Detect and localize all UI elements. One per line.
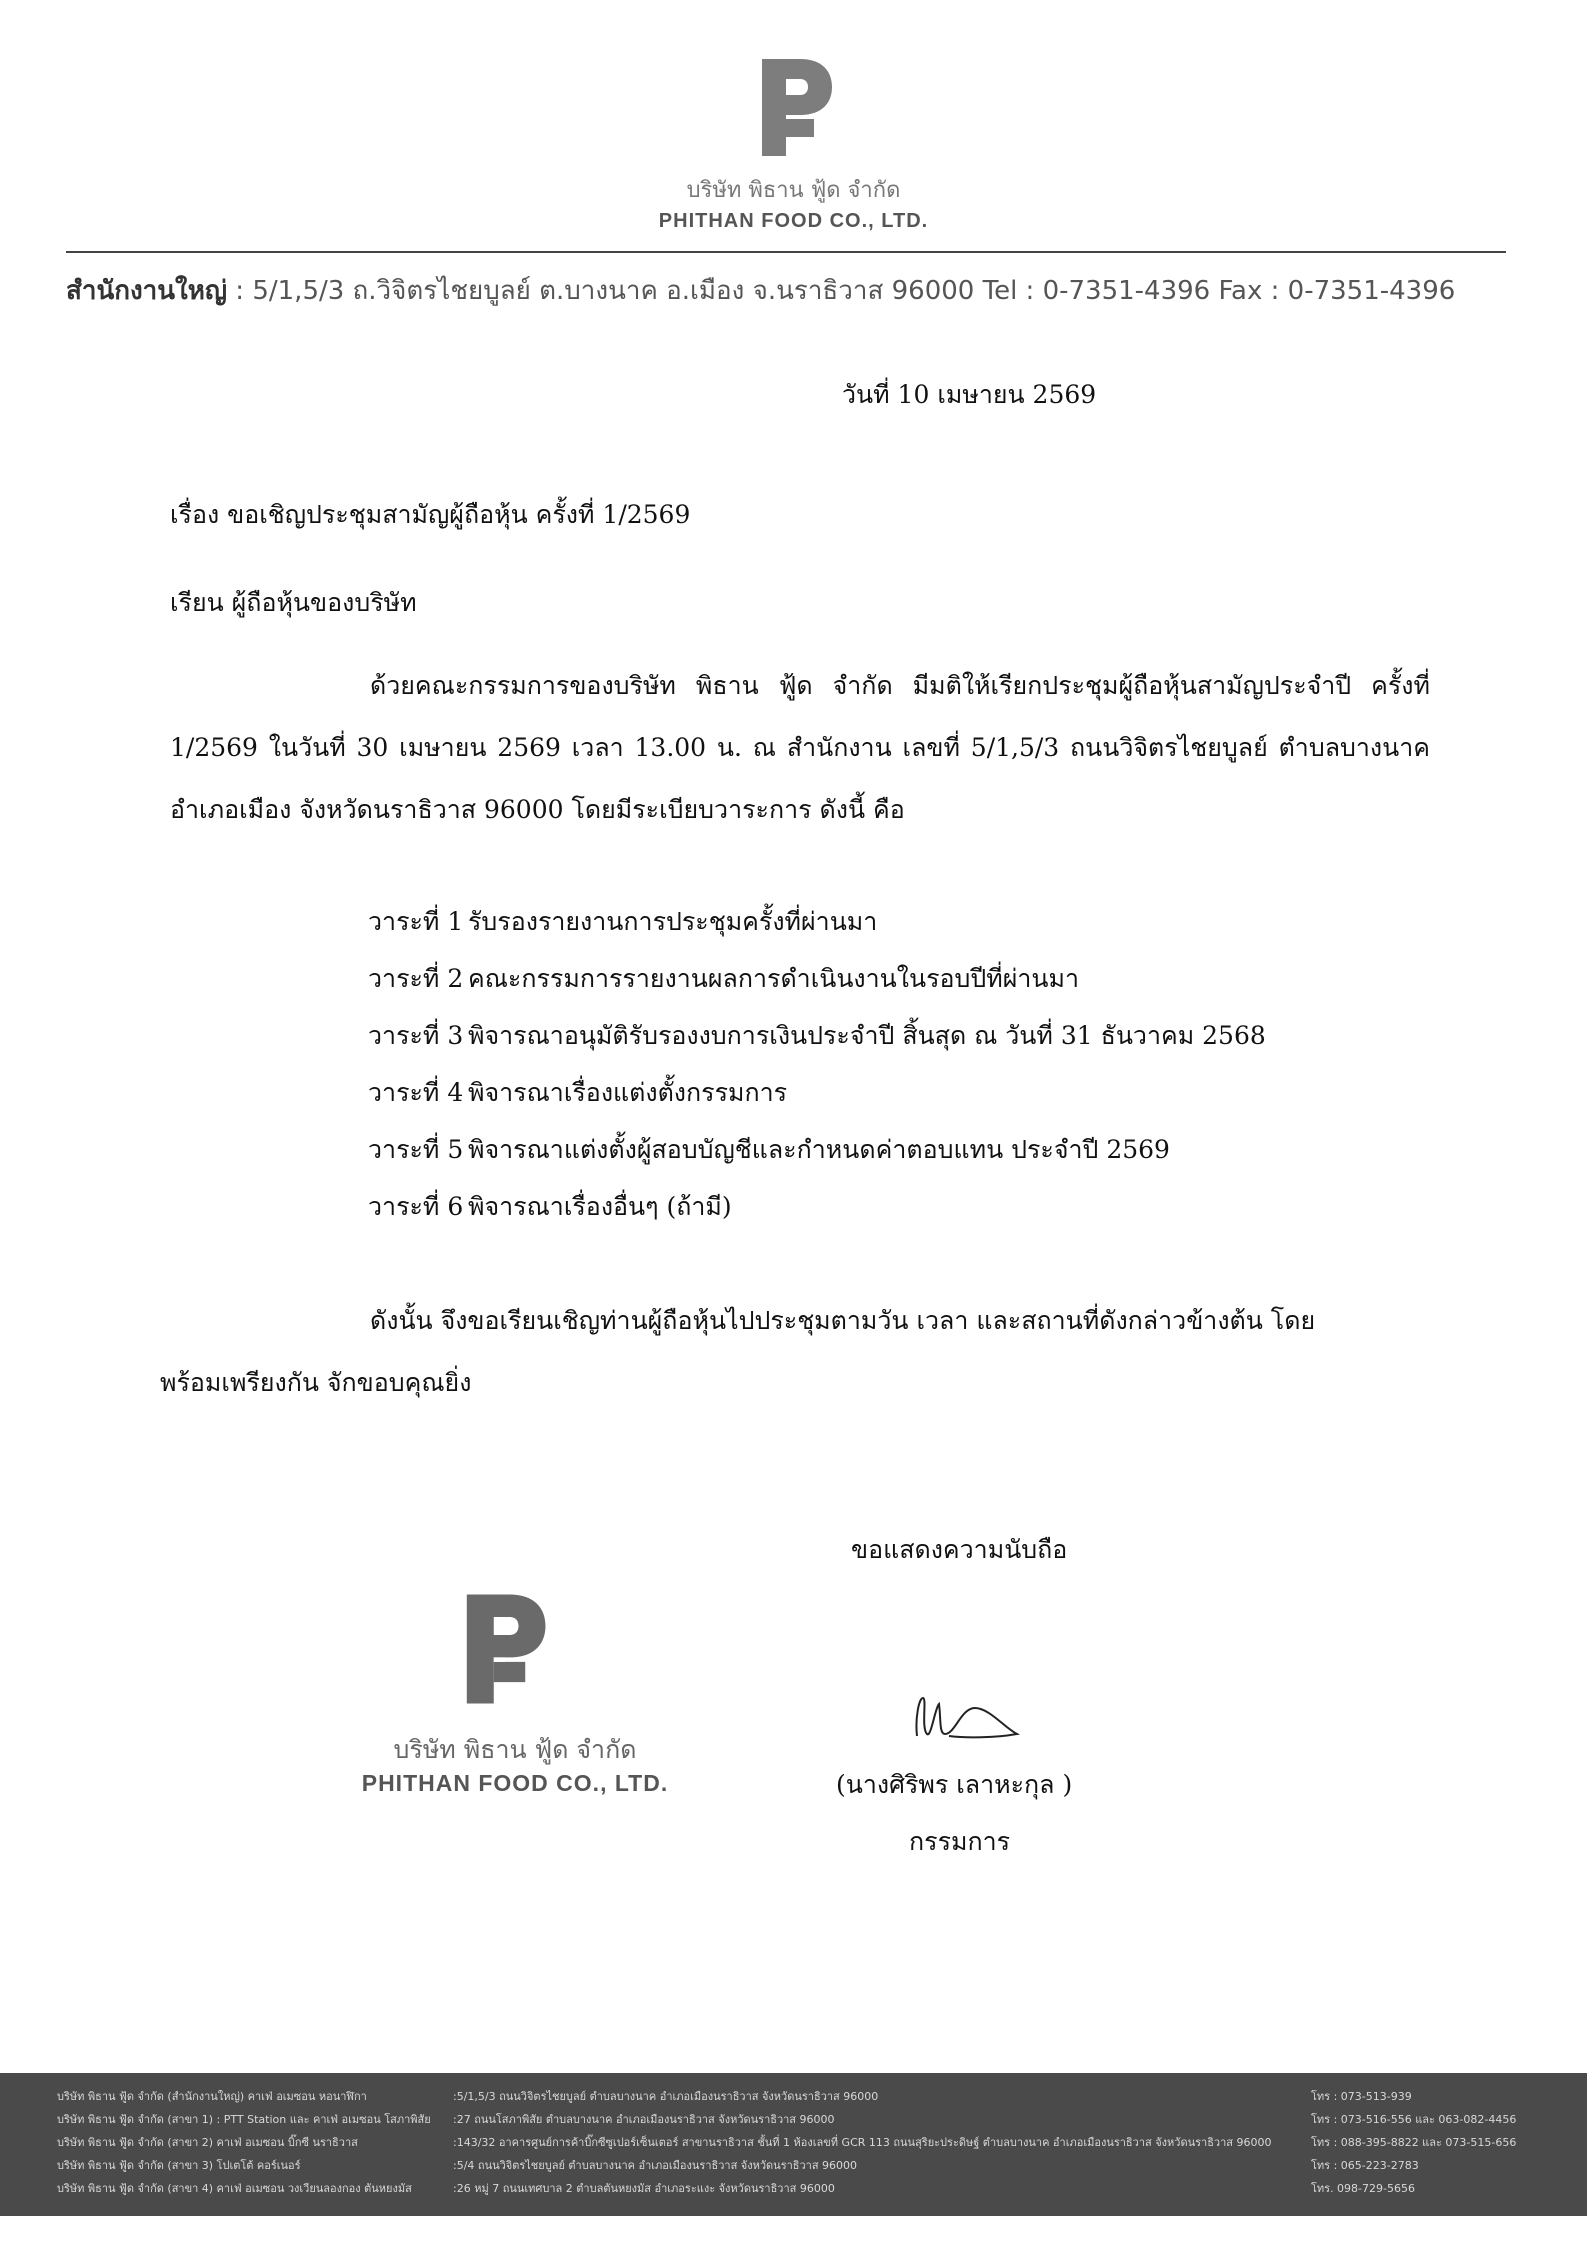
branch-address: :26 หมู่ 7 ถนนเทศบาล 2 ตำบลตันหยงมัส อำเภอระแงะ จังหวัดนราธิวาส 96000 bbox=[453, 2182, 835, 2195]
header-divider bbox=[66, 251, 1506, 253]
agenda-item bbox=[368, 1121, 1468, 1178]
head-office-details: : 5/1,5/3 ถ.วิจิตรไชยบูลย์ ต.บางนาค อ.เมือง จ.นราธิวาส 96000 Tel : 0-7351-4396 Fax : 0-7351-4396 bbox=[227, 276, 1456, 306]
agenda-text: พิจารณาแต่งตั้งผู้สอบบัญชีและกำหนดค่าตอบแทน ประจำปี 2569 bbox=[468, 1135, 1170, 1164]
agenda-item bbox=[368, 1178, 1468, 1235]
agenda-text: พิจารณาเรื่องอื่นๆ (ถ้ามี) bbox=[468, 1192, 732, 1221]
company-name-en: PHITHAN FOOD CO., LTD. bbox=[658, 210, 929, 232]
branch-address: :143/32 อาคารศูนย์การค้าบิ๊กซีซูเปอร์เซ็นเตอร์ สาขานราธิวาส ชั้นที่ 1 ห้องเลขที่ GCR 113 ถนนสุริยะประดิษฐ์ ตำบลบางนาค อำเภอเมืองนราธิวาส จังหวัดนราธิวาส 96000 bbox=[453, 2136, 1272, 2149]
stamp-company-name-th: บริษัท พิธาน ฟู้ด จำกัด bbox=[393, 1735, 637, 1764]
company-stamp-icon bbox=[460, 1590, 550, 1708]
agenda-number: วาระที่ 5 bbox=[368, 1135, 464, 1164]
invitation-paragraph: ด้วยคณะกรรมการของบริษัท พิธาน ฟู้ด จำกัด มีมติให้เรียกประชุมผู้ถือหุ้นสามัญประจำปี ครั้งที่ 1/2569 ในวันที่ 30 เมษายน 2569 เวลา 13.00 น. ณ สำนักงาน เลขที่ 5/1,5/3 ถนนวิจิตรไชยบูลย์ ตำบลบางนาค อำเภอเมือง จังหวัดนราธิวาส 96000 โดยมีระเบียบวาระการ ดังนี้ คือ bbox=[170, 671, 1430, 824]
branch-address: :5/1,5/3 ถนนวิจิตรไชยบูลย์ ตำบลบางนาค อำเภอเมืองนราธิวาส จังหวัดนราธิวาส 96000 bbox=[453, 2090, 879, 2103]
agenda-number: วาระที่ 1 bbox=[368, 907, 464, 936]
branch-name: บริษัท พิธาน ฟู้ด จำกัด (สำนักงานใหญ่) คาเฟ่ อเมซอน หอนาฬิกา bbox=[57, 2090, 367, 2103]
branch-phone: โทร. 098-729-5656 bbox=[1311, 2182, 1415, 2195]
branch-phone: โทร : 088-395-8822 และ 073-515-656 bbox=[1311, 2136, 1517, 2149]
agenda-text: พิจารณาอนุมัติรับรองงบการเงินประจำปี สิ้นสุด ณ วันที่ 31 ธันวาคม 2568 bbox=[468, 1021, 1266, 1050]
agenda-item bbox=[368, 893, 1468, 950]
branch-address: :5/4 ถนนวิจิตรไชยบูลย์ ตำบลบางนาค อำเภอเมืองนราธิวาส จังหวัดนราธิวาส 96000 bbox=[453, 2159, 858, 2172]
agenda-text: รับรองรายงานการประชุมครั้งที่ผ่านมา bbox=[468, 907, 878, 936]
footer-branch-row bbox=[0, 2179, 1587, 2201]
signer-title: กรรมการ bbox=[909, 1827, 1011, 1856]
branch-phone: โทร : 065-223-2783 bbox=[1311, 2159, 1419, 2172]
agenda-number: วาระที่ 6 bbox=[368, 1192, 464, 1221]
branch-phone: โทร : 073-516-556 และ 063-082-4456 bbox=[1311, 2113, 1517, 2126]
footer-branches bbox=[0, 2073, 1587, 2216]
agenda-item bbox=[368, 950, 1468, 1007]
letter-date: วันที่ 10 เมษายน 2569 bbox=[842, 380, 1097, 409]
signature-icon bbox=[905, 1678, 1025, 1748]
footer-branch-row bbox=[0, 2156, 1587, 2178]
branch-name: บริษัท พิธาน ฟู้ด จำกัด (สาขา 4) คาเฟ่ อเมซอน วงเวียนลองกอง ตันหยงมัส bbox=[57, 2182, 412, 2195]
agenda-item bbox=[368, 1007, 1468, 1064]
signer-name: (นางศิริพร เลาหะกุล ) bbox=[836, 1770, 1073, 1799]
agenda-list bbox=[368, 893, 1468, 1235]
branch-address: :27 ถนนโสภาพิสัย ตำบลบางนาค อำเภอเมืองนราธิวาส จังหวัดนราธิวาส 96000 bbox=[453, 2113, 835, 2126]
agenda-text: พิจารณาเรื่องแต่งตั้งกรรมการ bbox=[468, 1078, 788, 1107]
head-office-label: สำนักงานใหญ่ bbox=[66, 276, 228, 306]
phithan-logo-icon bbox=[756, 55, 836, 160]
agenda-number: วาระที่ 4 bbox=[368, 1078, 464, 1107]
letter-subject: เรื่อง ขอเชิญประชุมสามัญผู้ถือหุ้น ครั้งที่ 1/2569 bbox=[170, 500, 691, 529]
branch-name: บริษัท พิธาน ฟู้ด จำกัด (สาขา 3) โปเตโต้ คอร์เนอร์ bbox=[57, 2159, 301, 2172]
footer-branch-row bbox=[0, 2110, 1587, 2132]
company-name-th: บริษัท พิธาน ฟู้ด จำกัด bbox=[686, 178, 901, 203]
agenda-item bbox=[368, 1064, 1468, 1121]
stamp-company-name-en: PHITHAN FOOD CO., LTD. bbox=[361, 1770, 669, 1796]
head-office-address bbox=[66, 270, 1566, 311]
agenda-text: คณะกรรมการรายงานผลการดำเนินงานในรอบปีที่ผ่านมา bbox=[468, 964, 1080, 993]
footer-branch-row bbox=[0, 2133, 1587, 2155]
branch-name: บริษัท พิธาน ฟู้ด จำกัด (สาขา 1) : PTT Station และ คาเฟ่ อเมซอน โสภาพิสัย bbox=[57, 2113, 431, 2126]
branch-name: บริษัท พิธาน ฟู้ด จำกัด (สาขา 2) คาเฟ่ อเมซอน บิ๊กซี นราธิวาส bbox=[57, 2136, 358, 2149]
branch-phone: โทร : 073-513-939 bbox=[1311, 2090, 1412, 2103]
footer-branch-row bbox=[0, 2087, 1587, 2109]
closing-salutation: ขอแสดงความนับถือ bbox=[851, 1535, 1068, 1564]
agenda-number: วาระที่ 3 bbox=[368, 1021, 464, 1050]
closing-paragraph: ดังนั้น จึงขอเรียนเชิญท่านผู้ถือหุ้นไปประชุมตามวัน เวลา และสถานที่ดังกล่าวข้างต้น โดยพร้อมเพรียงกัน จักขอบคุณยิ่ง bbox=[160, 1306, 1316, 1397]
agenda-number: วาระที่ 2 bbox=[368, 964, 464, 993]
letter-recipient: เรียน ผู้ถือหุ้นของบริษัท bbox=[170, 588, 417, 617]
